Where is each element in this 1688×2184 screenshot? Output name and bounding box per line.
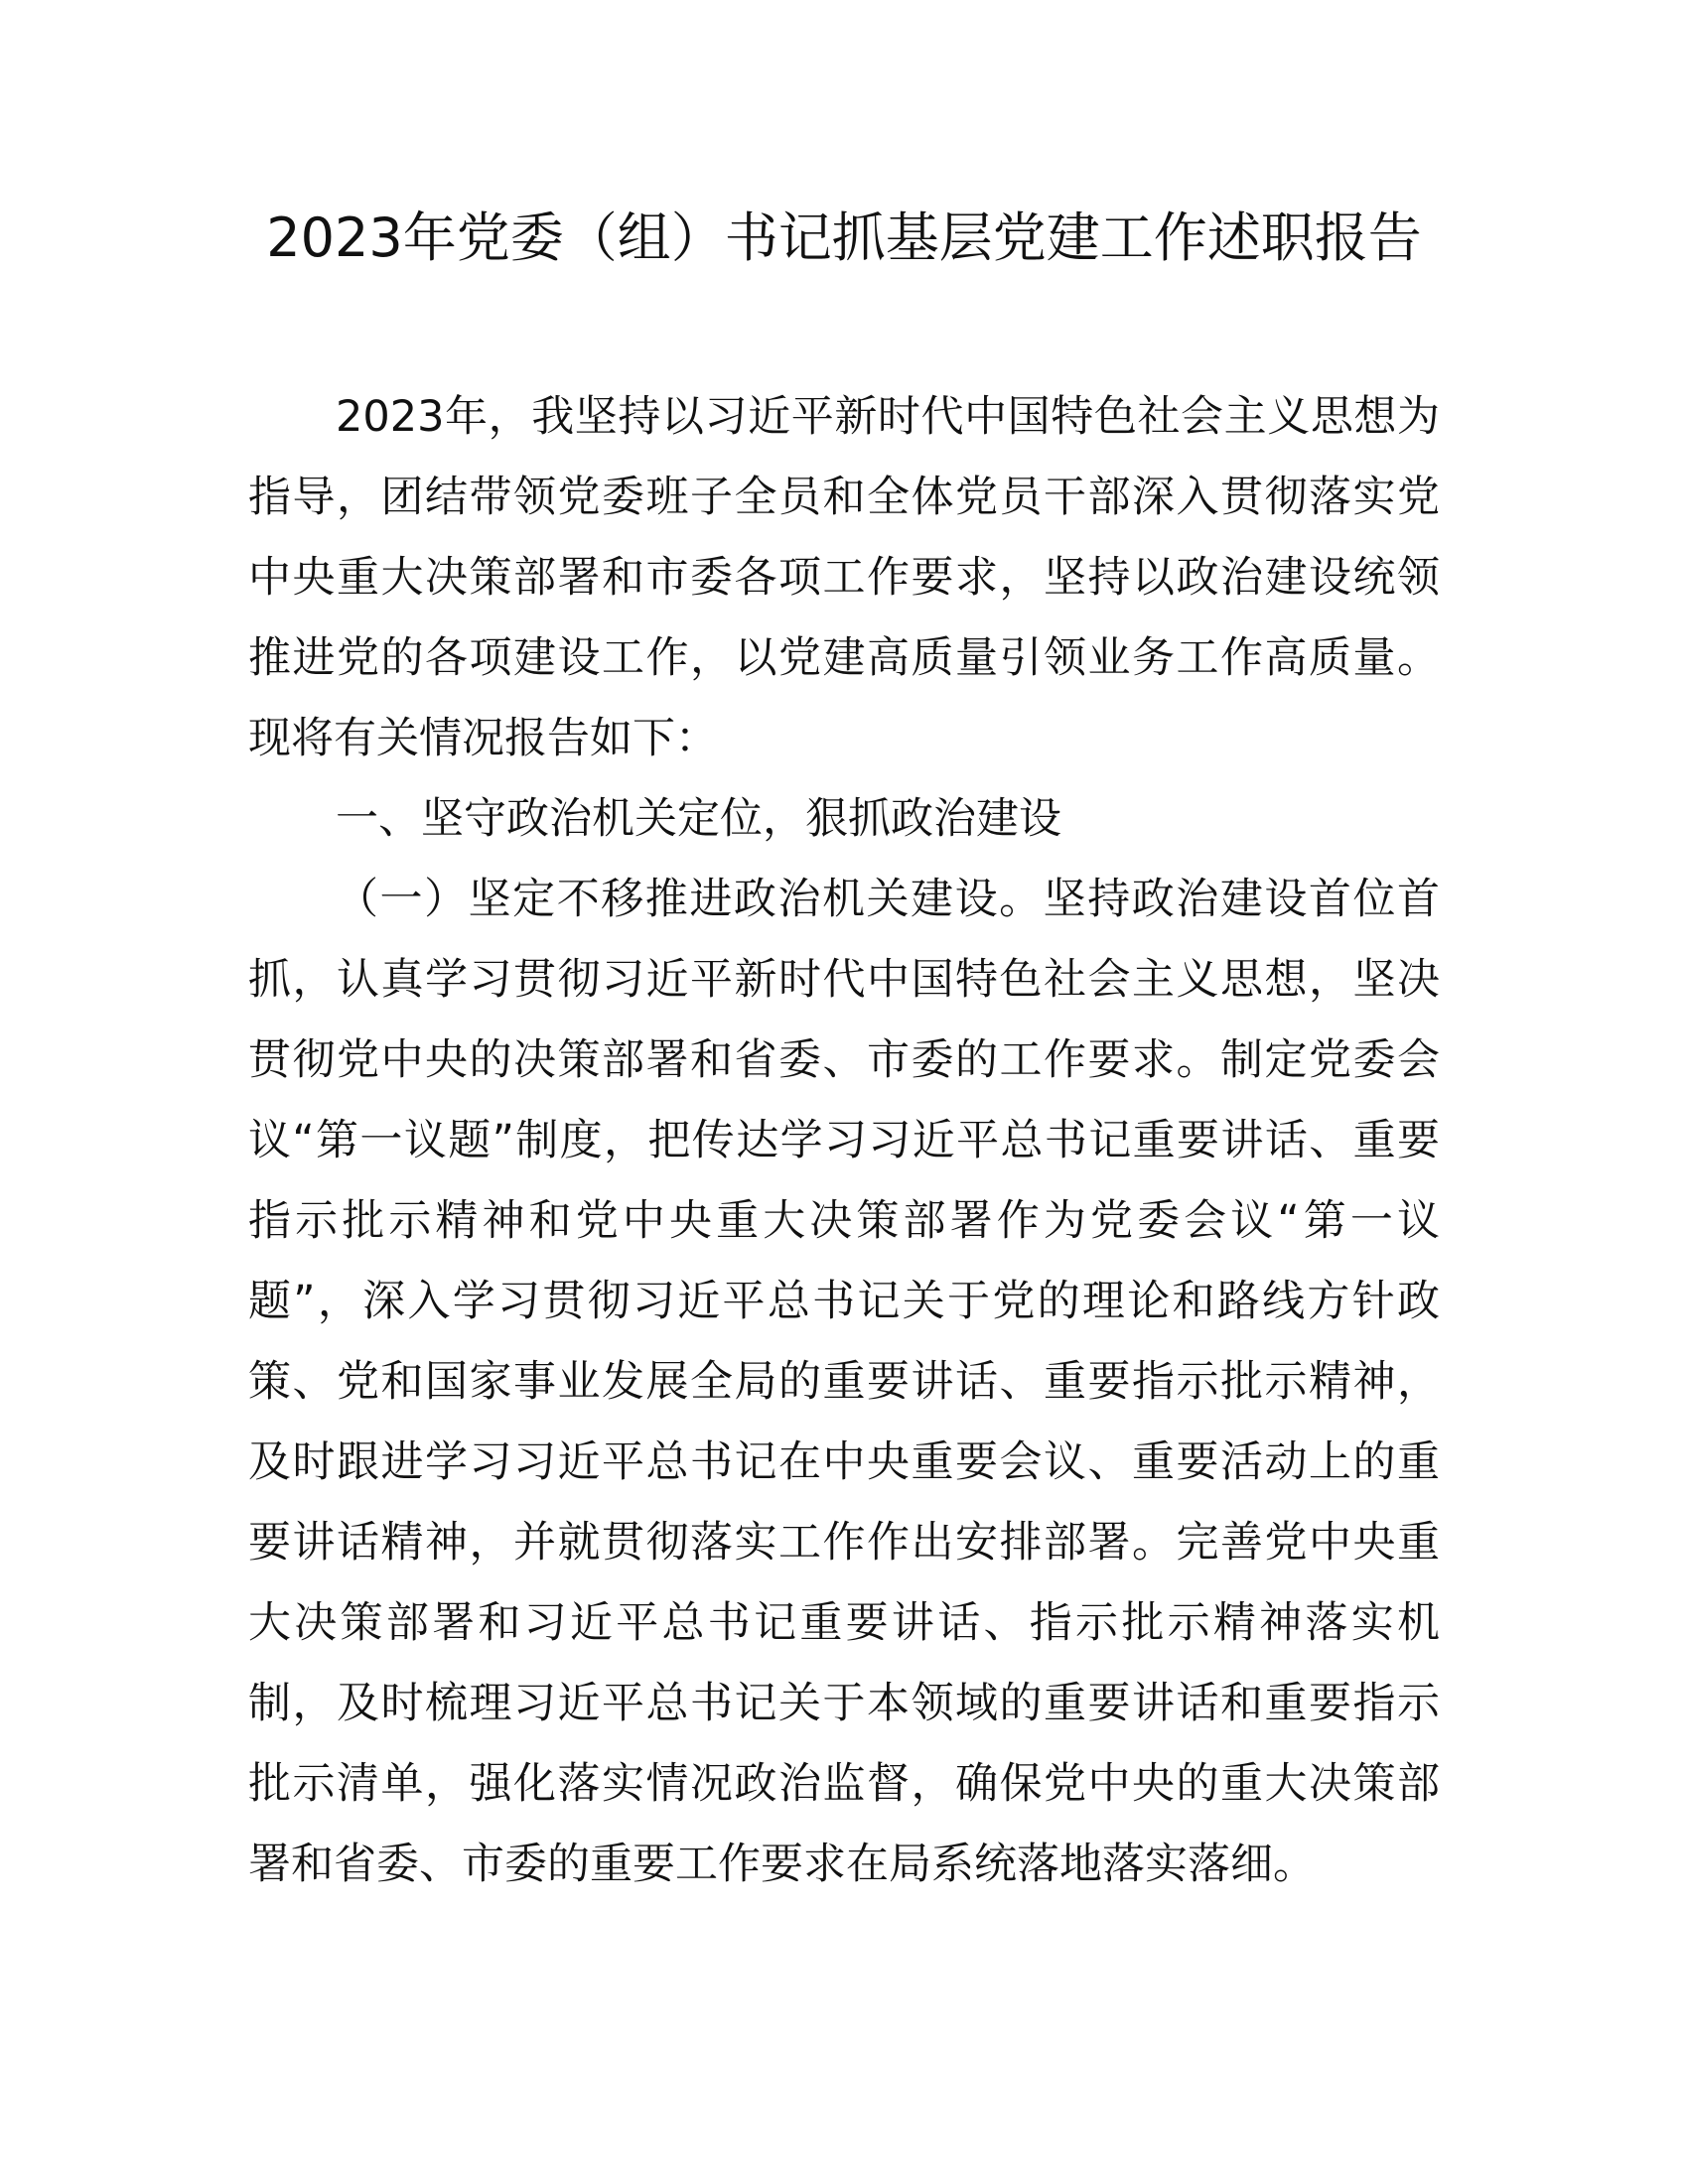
document-title: 2023年党委（组）书记抓基层党建工作述职报告	[266, 206, 1422, 269]
document-body	[248, 377, 1440, 1905]
section-heading: 一、坚守政治机关定位，狠抓政治建设	[336, 794, 1061, 844]
intro-paragraph: 2023年，我坚持以习近平新时代中国特色社会主义思想为指导，团结带领党委班子全员和全体党员干部深入贯彻落实党中央重大决策部署和市委各项工作要求，坚持以政治建设统领推进党的各项建设工作，以党建高质量引领业务工作高质量。现将有关情况报告如下：	[248, 392, 1440, 763]
body-paragraph: （一）坚定不移推进政治机关建设。坚持政治建设首位首抓，认真学习贯彻习近平新时代中国特色社会主义思想，坚决贯彻党中央的决策部署和省委、市委的工作要求。制定党委会议“第一议题”制度，把传达学习习近平总书记重要讲话、重要指示批示精神和党中央重大决策部署作为党委会议“第一议题”，深入学习贯彻习近平总书记关于党的理论和路线方针政策、党和国家事业发展全局的重要讲话、重要指示批示精神，及时跟进学习习近平总书记在中央重要会议、重要活动上的重要讲话精神，并就贯彻落实工作作出安排部署。完善党中央重大决策部署和习近平总书记重要讲话、指示批示精神落实机制，及时梳理习近平总书记关于本领域的重要讲话和重要指示批示清单，强化落实情况政治监督，确保党中央的重大决策部署和省委、市委的重要工作要求在局系统落地落实落细。	[248, 875, 1440, 1889]
